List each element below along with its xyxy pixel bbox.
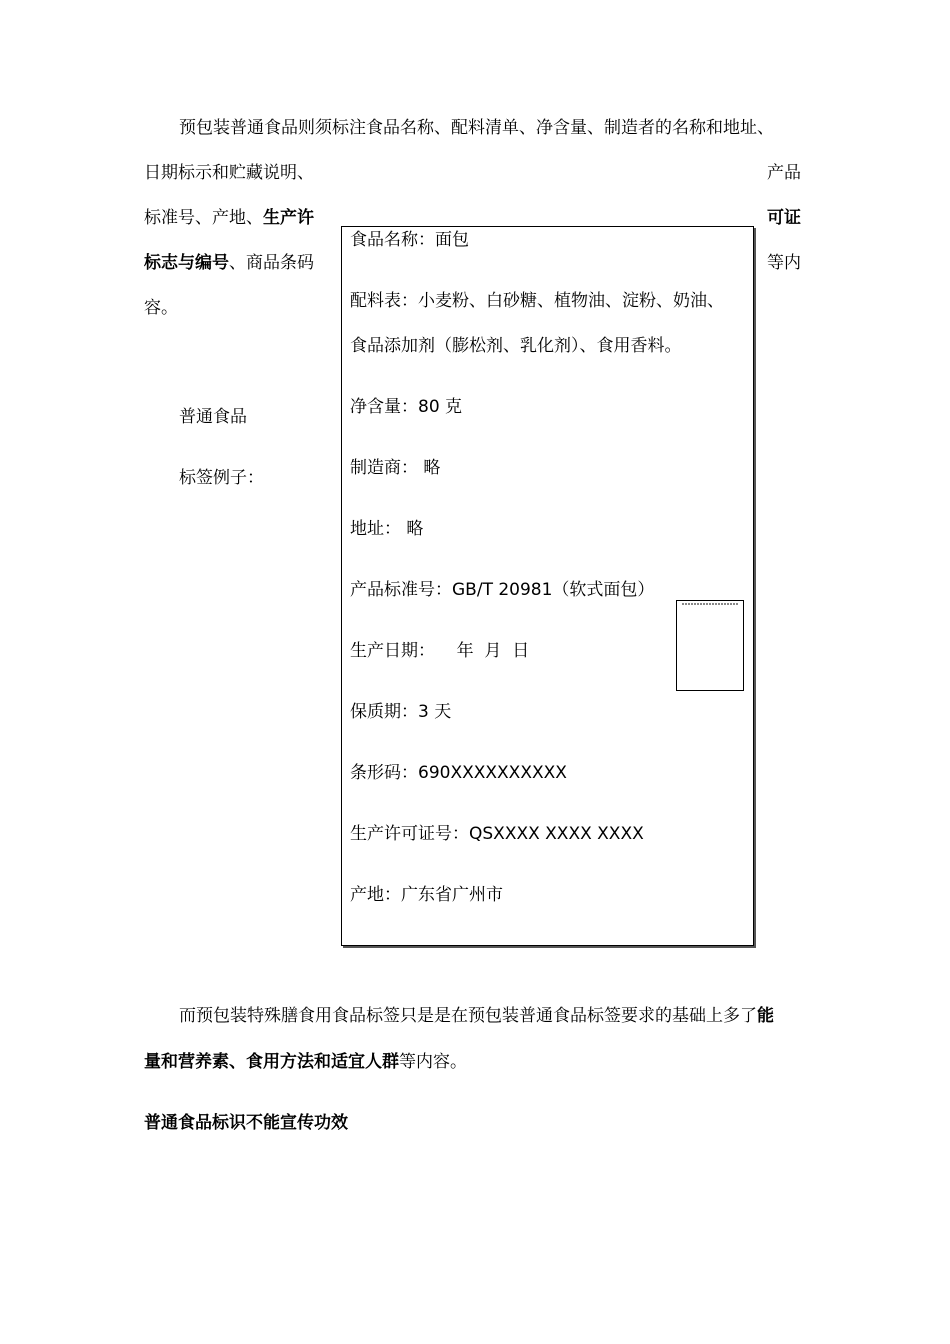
label-barcode: 条形码：690XXXXXXXXXX bbox=[350, 763, 567, 783]
caption-line-1: 普通食品 bbox=[179, 407, 247, 427]
special-line-2 bbox=[144, 1050, 467, 1074]
intro-line-1: 预包装普通食品则须标注食品名称、配料清单、净含量、制造者的名称和地址、 bbox=[179, 118, 774, 138]
intro-line-3-text: 标准号、产地、 bbox=[144, 208, 263, 228]
label-origin: 产地：广东省广州市 bbox=[350, 885, 503, 905]
label-net-content: 净含量：80 克 bbox=[350, 397, 463, 417]
label-ingredients-1: 配料表：小麦粉、白砂糖、植物油、淀粉、奶油、 bbox=[350, 291, 724, 311]
label-manufacturer: 制造商： 略 bbox=[350, 458, 441, 478]
embedded-image-caption-mark bbox=[682, 603, 738, 605]
label-food-name: 食品名称：面包 bbox=[350, 230, 469, 250]
intro-line-4-bold: 标志与编号 bbox=[144, 253, 229, 273]
intro-line-2-right: 产品 bbox=[767, 163, 801, 183]
intro-line-4-text: 、商品条码 bbox=[229, 253, 314, 273]
intro-line-5: 容。 bbox=[144, 298, 178, 318]
special-line-1-bold: 能 bbox=[757, 1006, 774, 1026]
label-ingredients-2: 食品添加剂（膨松剂、乳化剂）、食用香料。 bbox=[350, 336, 682, 356]
intro-line-3-right: 可证 bbox=[767, 208, 801, 228]
embedded-image-placeholder bbox=[676, 600, 744, 691]
intro-line-4-right: 等内 bbox=[767, 253, 801, 273]
special-line-1 bbox=[179, 1004, 774, 1028]
label-standard: 产品标准号：GB/T 20981（软式面包） bbox=[350, 580, 655, 600]
food-label-example bbox=[341, 226, 754, 946]
intro-line-4 bbox=[144, 251, 314, 275]
caption-line-2: 标签例子： bbox=[179, 468, 264, 488]
label-license: 生产许可证号：QSXXXX XXXX XXXX bbox=[350, 824, 644, 844]
intro-line-2: 日期标示和贮藏说明、 bbox=[144, 163, 314, 183]
special-line-2-bold: 量和营养素、食用方法和适宜人群 bbox=[144, 1052, 399, 1072]
intro-line-3-bold: 生产许 bbox=[263, 208, 314, 228]
label-production-date: 生产日期： 年 月 日 bbox=[350, 641, 530, 661]
special-line-2-text: 等内容。 bbox=[399, 1052, 467, 1072]
special-line-1-text: 而预包装特殊膳食用食品标签只是是在预包装普通食品标签要求的基础上多了 bbox=[179, 1006, 757, 1026]
label-shelf-life: 保质期：3 天 bbox=[350, 702, 452, 722]
label-address: 地址： 略 bbox=[350, 519, 424, 539]
intro-line-3 bbox=[144, 206, 314, 230]
section-heading: 普通食品标识不能宣传功效 bbox=[144, 1113, 348, 1133]
